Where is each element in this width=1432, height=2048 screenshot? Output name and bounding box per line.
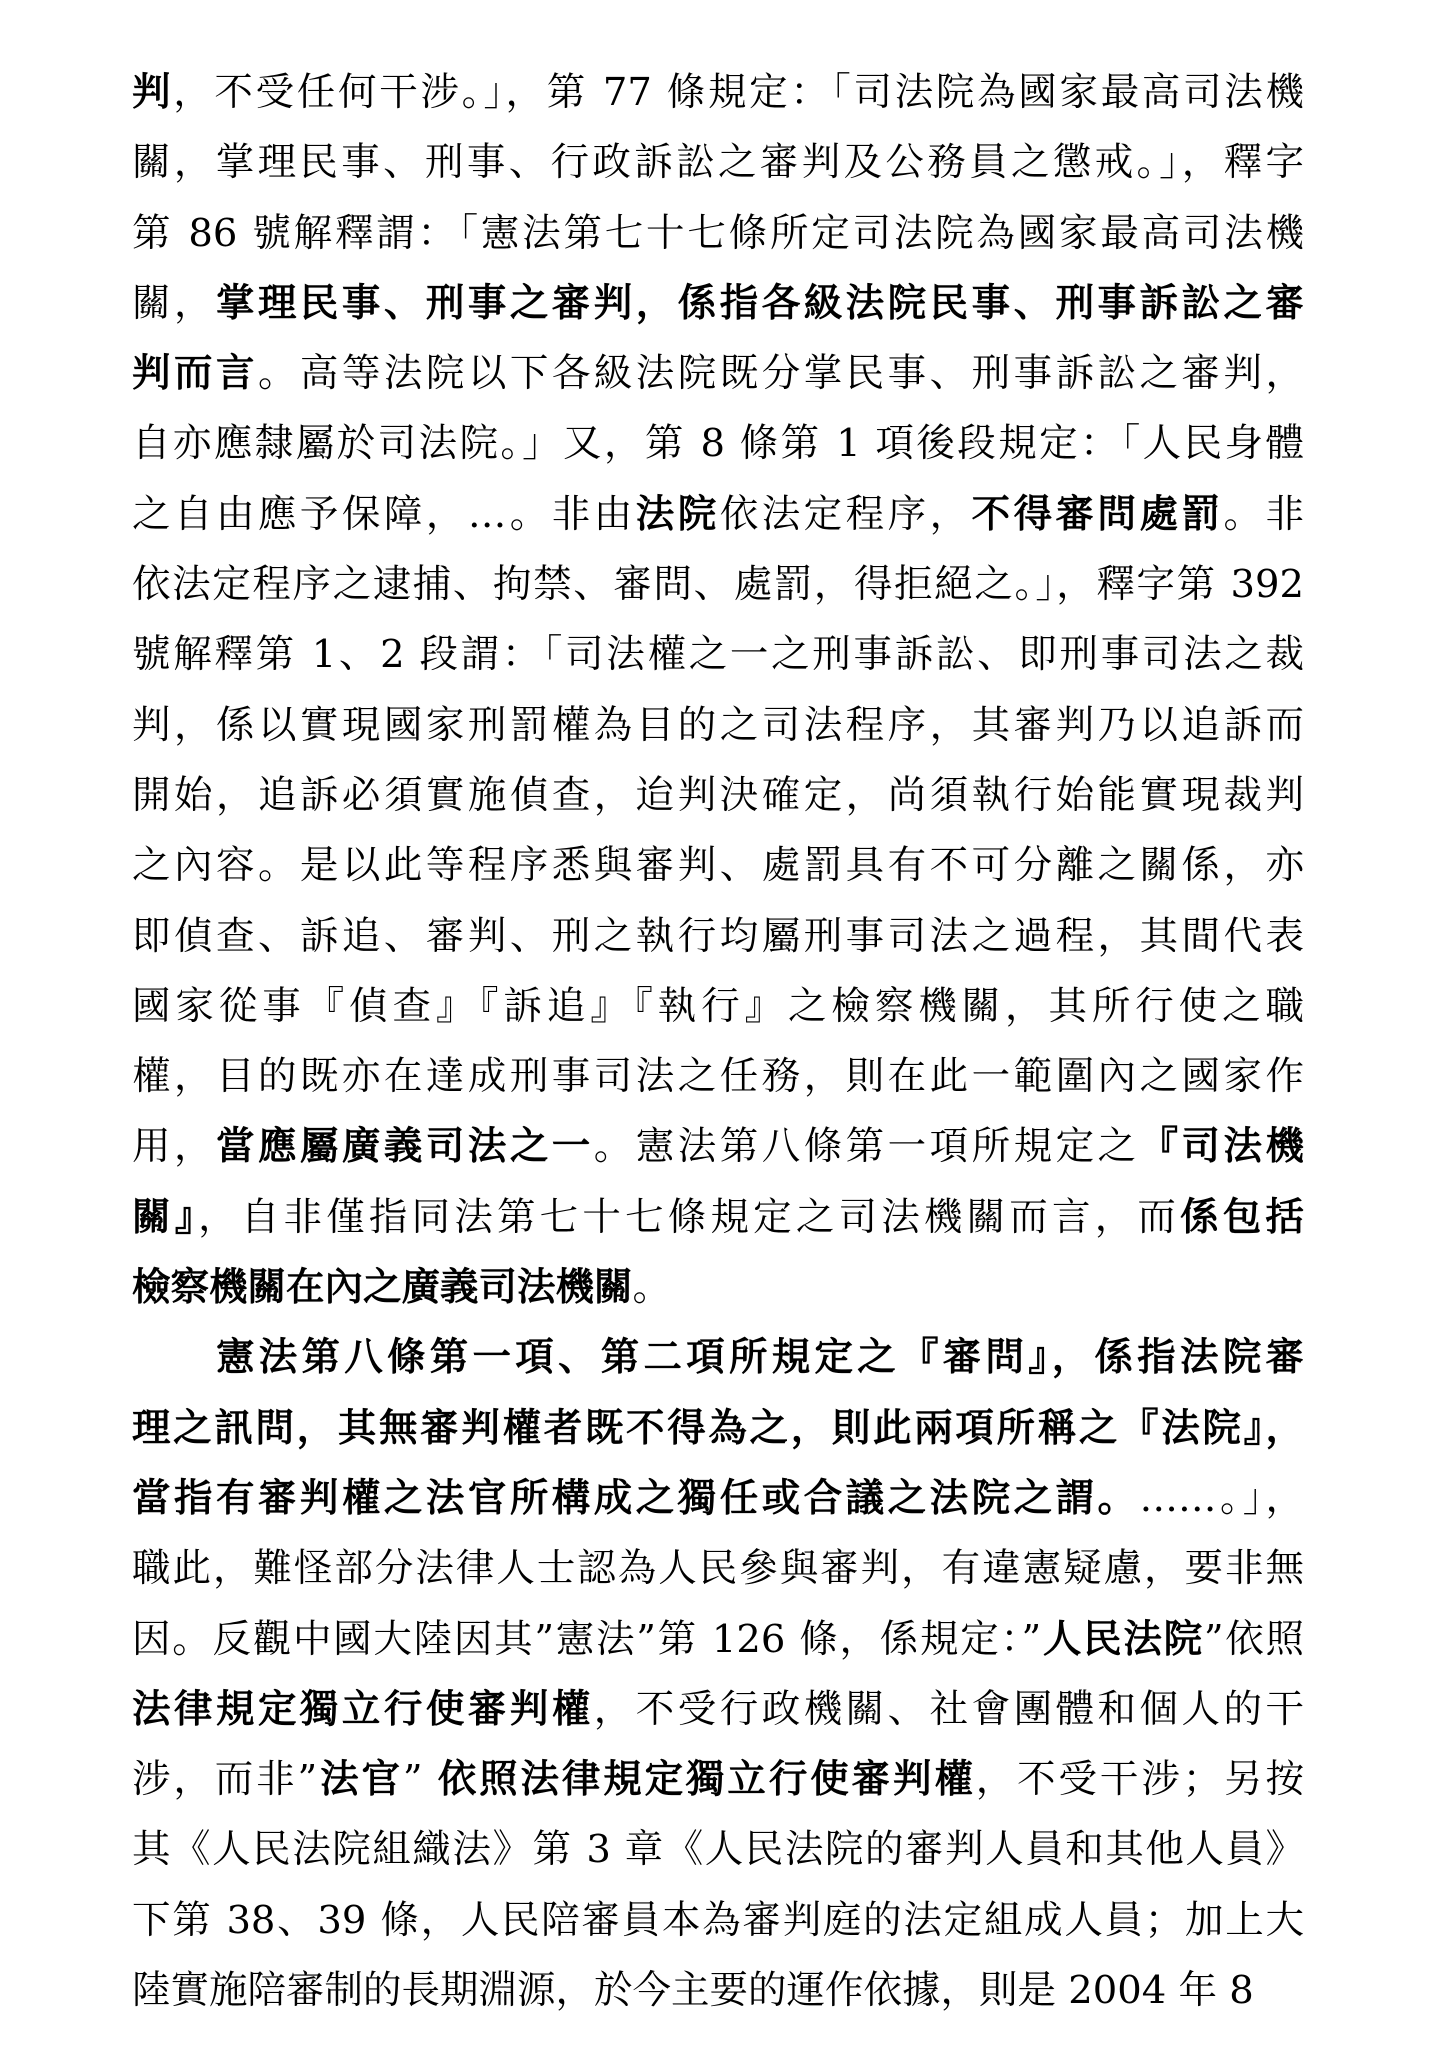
text-run: 之自由應予保障，…。非由	[132, 491, 636, 537]
text-run: 用，	[132, 1124, 216, 1170]
text-line	[132, 550, 1304, 620]
text-line	[132, 409, 1304, 479]
bold-text: 『司法機	[1139, 1124, 1304, 1170]
text-run: 。憲法第八條第一項所規定之	[593, 1124, 1140, 1170]
text-line	[132, 761, 1304, 831]
text-run: 。高等法院以下各級法院既分掌民事、刑事訴訟之審判，	[257, 351, 1304, 397]
bold-text: 檢察機關在內之廣義司法機關	[132, 1265, 633, 1311]
text-line	[132, 1745, 1304, 1815]
text-line	[132, 620, 1304, 690]
text-line	[132, 1042, 1304, 1112]
text-run: ，不受干涉；另按	[975, 1757, 1304, 1803]
text-line	[132, 1886, 1304, 1956]
bold-text: 當指有審判權之法官所構成之獨任或合議之法院之謂。	[132, 1475, 1140, 1521]
text-run: ，不受任何干涉。」，第 77 條規定：「司法院為國家最高司法機	[173, 70, 1304, 115]
text-run: ，不受行政機關、社會團體和個人的干	[593, 1686, 1304, 1732]
text-line	[132, 199, 1304, 269]
text-line	[132, 1323, 1304, 1393]
text-run: 下第 38、39 條，人民陪審員本為審判庭的法定組成人員；加上大	[132, 1897, 1304, 1943]
bold-text: 理之訊問，其無審判權者既不得為之，則此兩項所稱之『法院』，	[132, 1405, 1304, 1451]
text-line	[132, 902, 1304, 972]
text-run: 陸實施陪審制的長期淵源，於今主要的運作依據，則是 2004 年 8	[132, 1968, 1254, 2014]
text-run: 其《人民法院組織法》第 3 章《人民法院的審判人員和其他人員》	[132, 1827, 1304, 1873]
text-line	[132, 128, 1304, 198]
text-line	[132, 691, 1304, 761]
bold-text: 係包括	[1180, 1194, 1304, 1240]
text-line	[132, 1675, 1304, 1745]
text-run: ”	[402, 1757, 438, 1803]
text-run: 即偵查、訴追、審判、刑之執行均屬刑事司法之過程，其間代表	[132, 913, 1304, 959]
text-line	[132, 269, 1304, 339]
bold-text: 不得審問處罰	[971, 491, 1224, 537]
text-line	[132, 1464, 1304, 1534]
bold-text: 關』	[132, 1194, 199, 1240]
text-run: 開始，追訴必須實施偵查，迨判決確定，尚須執行始能實現裁判	[132, 772, 1304, 818]
text-run: 因。反觀中國大陸因其”憲法”第 126 條，係規定：”	[132, 1616, 1042, 1662]
text-line	[132, 1253, 1304, 1323]
text-run: 依法定程序之逮捕、拘禁、審問、處罰，得拒絕之。」，釋字第 392	[132, 562, 1304, 608]
text-line	[132, 1112, 1304, 1182]
text-run: ”依照	[1203, 1616, 1304, 1662]
text-line	[132, 58, 1304, 128]
text-run: 依法定程序，	[719, 491, 972, 537]
text-run: 職此，難怪部分法律人士認為人民參與審判，有違憲疑慮，要非無	[132, 1546, 1304, 1592]
text-run: 號解釋第 1、2 段謂：「司法權之一之刑事訴訟、即刑事司法之裁	[132, 632, 1304, 678]
text-run: 涉，而非”	[132, 1757, 318, 1803]
text-line	[132, 480, 1304, 550]
text-line	[132, 1183, 1304, 1253]
bold-text: 當應屬廣義司法之一	[215, 1124, 594, 1170]
bold-text: 法律規定獨立行使審判權	[132, 1686, 594, 1732]
text-line	[132, 831, 1304, 901]
text-run: 第 86 號解釋謂：「憲法第七十七條所定司法院為國家最高司法機	[132, 210, 1304, 256]
text-line	[132, 1394, 1304, 1464]
bold-text: 判而言	[132, 351, 258, 397]
text-run: 關，	[132, 280, 216, 326]
text-line	[132, 1956, 1304, 2026]
bold-text: 判	[132, 70, 174, 115]
bold-text: 依照法律規定獨立行使審判權	[437, 1757, 976, 1803]
text-run: 權，目的既亦在達成刑事司法之任務，則在此一範圍內之國家作	[132, 1054, 1304, 1100]
text-run: ……。」，	[1139, 1475, 1304, 1521]
text-run: 。非	[1223, 491, 1304, 537]
text-run: ，自非僅指同法第七十七條規定之司法機關而言，而	[198, 1194, 1181, 1240]
document-body	[132, 58, 1304, 2026]
bold-text: 憲法第八條第一項、第二項所規定之『審問』，係指法院審	[216, 1335, 1304, 1381]
text-line	[132, 1605, 1304, 1675]
text-run: 自亦應隸屬於司法院。」又，第 8 條第 1 項後段規定：「人民身體	[132, 421, 1304, 467]
text-run: 判，係以實現國家刑罰權為目的之司法程序，其審判乃以追訴而	[132, 702, 1304, 748]
text-run: 國家從事『偵查』『訴追』『執行』之檢察機關，其所行使之職	[132, 983, 1304, 1029]
bold-text: 掌理民事、刑事之審判，係指各級法院民事、刑事訴訟之審	[215, 280, 1304, 326]
bold-text: 法院	[635, 491, 720, 537]
text-run: 。	[632, 1265, 672, 1311]
text-line	[132, 1534, 1304, 1604]
text-run: 之內容。是以此等程序悉與審判、處罰具有不可分離之關係，亦	[132, 843, 1304, 889]
text-run: 關，掌理民事、刑事、行政訴訟之審判及公務員之懲戒。」，釋字	[132, 140, 1304, 186]
text-line	[132, 339, 1304, 409]
text-line	[132, 972, 1304, 1042]
bold-text: 法官	[317, 1757, 403, 1803]
text-line	[132, 1815, 1304, 1885]
bold-text: 人民法院	[1041, 1616, 1204, 1662]
